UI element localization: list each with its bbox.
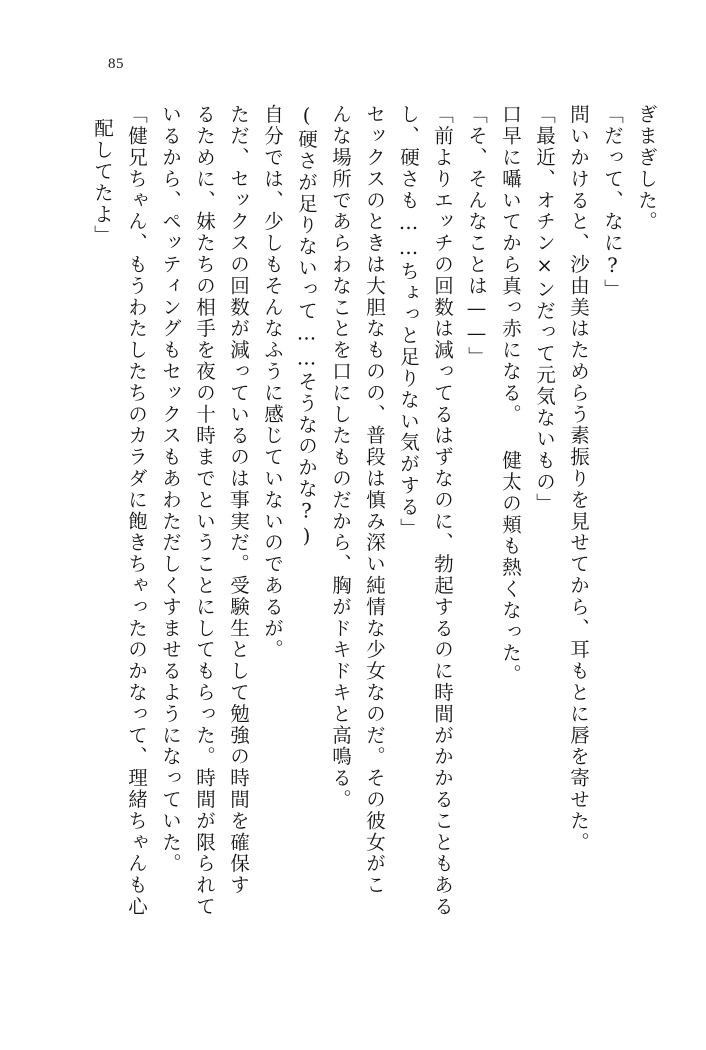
text-line: 「前よりエッチの回数は減ってるはずなのに、勃起するのに時間がかかることもある bbox=[431, 104, 454, 918]
text-line: いるから、ペッティングもセックスもあわただしくすませるようになっていた。 bbox=[159, 104, 182, 875]
text-line: (硬さが足りないって……そうなのかな?) bbox=[295, 104, 318, 550]
text-line: し、硬さも……ちょっと足りない気がする」 bbox=[397, 104, 420, 539]
text-line: ただ、セックスの回数が減っているのは事実だ。受験生として勉強の時間を確保す bbox=[227, 104, 250, 896]
vertical-text-body bbox=[78, 104, 656, 964]
page-number: 85 bbox=[108, 56, 124, 72]
text-line: 「だって、なに?」 bbox=[601, 104, 624, 301]
text-line: るために、妹たちの相手を夜の十時までということにしてもらった。時間が限られて bbox=[193, 104, 216, 918]
text-line: 配してたよ」 bbox=[91, 118, 114, 247]
text-line: 自分では、少しもそんなふうに感じていないのであるが。 bbox=[261, 104, 284, 661]
text-line: 「最近、オチン×ンだって元気ないもの」 bbox=[533, 104, 556, 515]
text-line: 「健兄ちゃん、もうわたしたちのカラダに飽きちゃったのかなって、理緒ちゃんも心 bbox=[125, 104, 148, 918]
text-line: 口早に囁いてから真っ赤になる。 健太の頬も熱くなった。 bbox=[499, 104, 522, 686]
text-line: 「そ、そんなことは——」 bbox=[465, 104, 488, 368]
text-line: セックスのときは大胆なものの、普段は慎み深い純情な少女なのだ。その彼女がこ bbox=[363, 104, 386, 896]
text-line: 問いかけると、沙由美はためらう素振りを見せてから、耳もとに唇を寄せた。 bbox=[567, 104, 590, 853]
text-line: んな場所であらわなことを口にしたものだから、胸がドキドキと高鳴る。 bbox=[329, 104, 352, 811]
text-line: ぎまぎした。 bbox=[635, 104, 658, 233]
